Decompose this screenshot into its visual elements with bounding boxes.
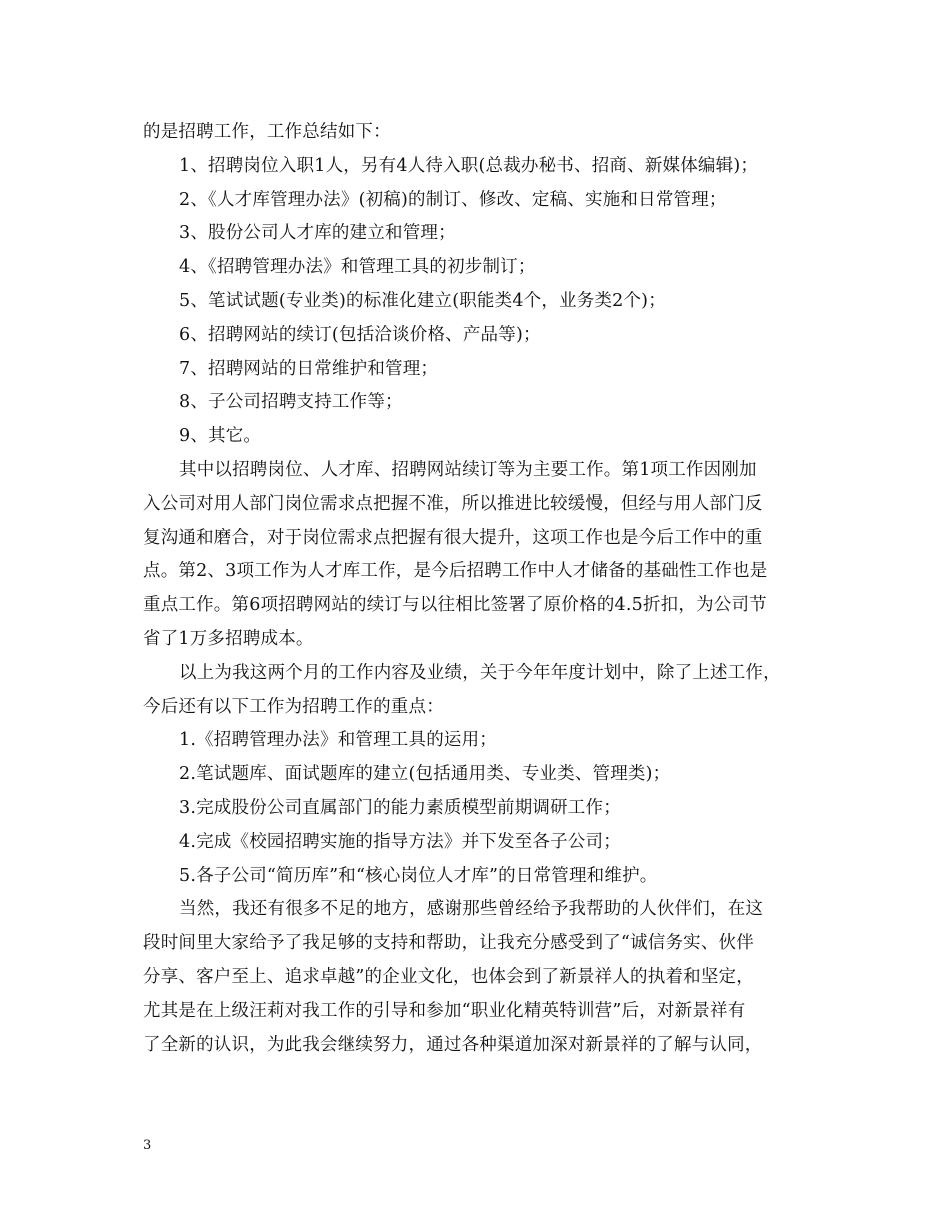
text-line: 4.完成《校园招聘实施的指导方法》并下发至各子公司； bbox=[179, 831, 621, 852]
text-line: 3.完成股份公司直属部门的能力素质模型前期调研工作； bbox=[179, 797, 621, 818]
text-line: 入公司对用人部门岗位需求点把握不准，所以推进比较缓慢，但经与用人部门反 bbox=[143, 493, 763, 514]
text-line: 省了1万多招聘成本。 bbox=[143, 628, 314, 649]
text-line: 1.《招聘管理办法》和管理工具的运用； bbox=[179, 730, 497, 751]
text-line: 段时间里大家给予了我足够的支持和帮助，让我充分感受到了“诚信务实、伙伴 bbox=[143, 933, 754, 954]
text-line: 重点工作。第6项招聘网站的续订与以往相比签署了原价格的4.5折扣，为公司节 bbox=[143, 595, 767, 616]
text-line: 5.各子公司“简历库”和“核心岗位人才库”的日常管理和维护。 bbox=[179, 865, 658, 886]
text-line: 点。第2、3项工作为人才库工作，是今后招聘工作中人才储备的基础性工作也是 bbox=[143, 561, 768, 582]
text-line: 分享、客户至上、追求卓越”的企业文化，也体会到了新景祥人的执着和坚定， bbox=[143, 966, 754, 987]
text-line: 3、股份公司人才库的建立和管理； bbox=[179, 223, 456, 244]
text-line: 6、招聘网站的续订(包括洽谈价格、产品等)； bbox=[179, 324, 541, 345]
text-line: 2、《人才库管理办法》(初稿)的制订、修改、定稿、实施和日常管理； bbox=[179, 189, 727, 210]
text-line: 1、招聘岗位入职1人，另有4人待入职(总裁办秘书、招商、新媒体编辑)； bbox=[179, 155, 759, 176]
text-line: 2.笔试题库、面试题库的建立(包括通用类、专业类、管理类)； bbox=[179, 764, 671, 785]
page-number: 3 bbox=[143, 1138, 152, 1153]
text-line: 5、笔试试题(专业类)的标准化建立(职能类4个，业务类2个)； bbox=[179, 290, 666, 311]
document-body bbox=[143, 116, 833, 1062]
text-line: 以上为我这两个月的工作内容及业绩，关于今年年度计划中，除了上述工作， bbox=[179, 662, 781, 683]
text-line: 当然，我还有很多不足的地方，感谢那些曾经给予我帮助的人伙伴们，在这 bbox=[179, 899, 764, 920]
text-line: 复沟通和磨合，对于岗位需求点把握有很大提升，这项工作也是今后工作中的重 bbox=[143, 527, 763, 548]
text-line: 尤其是在上级汪莉对我工作的引导和参加“职业化精英特训营”后，对新景祥有 bbox=[143, 1000, 746, 1021]
text-line: 的是招聘工作，工作总结如下： bbox=[143, 122, 391, 142]
text-line: 其中以招聘岗位、人才库、招聘网站续订等为主要工作。第1项工作因刚加 bbox=[179, 459, 757, 480]
text-line: 8、子公司招聘支持工作等； bbox=[179, 392, 403, 413]
text-line: 7、招聘网站的日常维护和管理； bbox=[179, 358, 439, 379]
text-line: 9、其它。 bbox=[179, 426, 262, 447]
text-line: 今后还有以下工作为招聘工作的重点： bbox=[143, 696, 444, 717]
text-line: 4、《招聘管理办法》和管理工具的初步制订； bbox=[179, 257, 536, 278]
text-line: 了全新的认识，为此我会继续努力，通过各种渠道加深对新景祥的了解与认同， bbox=[143, 1034, 763, 1055]
